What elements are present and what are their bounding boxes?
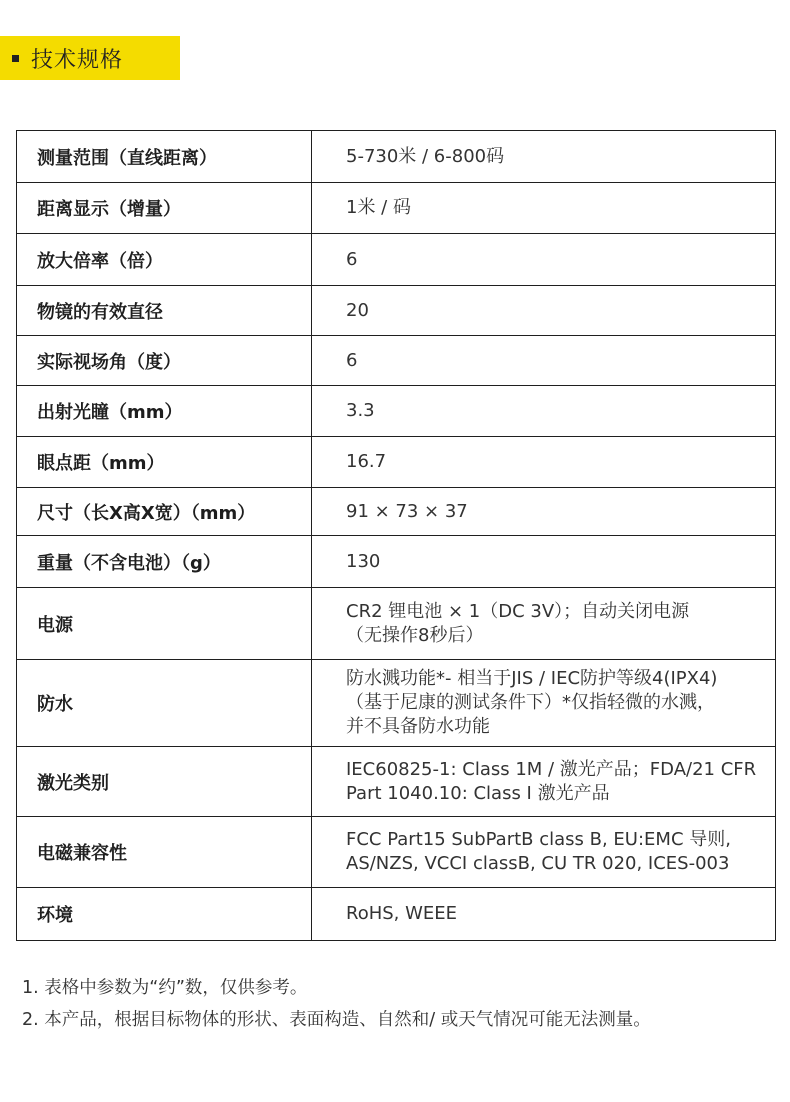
spec-value-line: CR2 锂电池 × 1（DC 3V）；自动关闭电源 xyxy=(346,600,690,622)
table-row xyxy=(17,888,776,941)
footnotes xyxy=(22,972,782,1036)
spec-value-line: 16.7 xyxy=(346,451,387,472)
spec-value xyxy=(312,817,776,888)
spec-value xyxy=(312,386,776,437)
spec-value-line: 6 xyxy=(346,248,358,270)
footnote-1: 1. 表格中参数为“约”数，仅供参考。 xyxy=(22,978,308,998)
footnote-2: 2. 本产品，根据目标物体的形状、表面构造、自然和/ 或天气情况可能无法测量。 xyxy=(22,1010,651,1030)
section-header xyxy=(0,36,180,80)
spec-label: 实际视场角（度） xyxy=(17,336,312,386)
spec-value-line: 20 xyxy=(346,299,369,321)
spec-value-line: Part 1040.10: Class I 激光产品 xyxy=(346,782,610,804)
table-row xyxy=(17,488,776,536)
spec-label: 物镜的有效直径 xyxy=(17,286,312,336)
table-row xyxy=(17,437,776,488)
spec-value xyxy=(312,234,776,286)
section-title: 技术规格 xyxy=(31,47,124,73)
spec-label: 放大倍率（倍） xyxy=(17,234,312,286)
spec-label: 距离显示（增量） xyxy=(17,183,312,234)
table-row xyxy=(17,660,776,747)
table-row xyxy=(17,336,776,386)
spec-value-line: 5-730米 / 6-800码 xyxy=(346,145,505,167)
spec-label: 环境 xyxy=(17,888,312,941)
spec-value xyxy=(312,536,776,588)
spec-value xyxy=(312,488,776,536)
table-row xyxy=(17,386,776,437)
spec-value-line: 130 xyxy=(346,550,381,572)
spec-label: 眼点距（mm） xyxy=(17,437,312,488)
table-row xyxy=(17,234,776,286)
spec-value-line: AS/NZS, VCCI classB, CU TR 020, ICES-003 xyxy=(346,853,730,874)
table-row xyxy=(17,131,776,183)
spec-value xyxy=(312,660,776,747)
spec-label: 尺寸（长X高X宽）（mm） xyxy=(17,488,312,536)
spec-value-line: FCC Part15 SubPartB class B, EU:EMC 导则, xyxy=(346,829,731,850)
spec-label: 出射光瞳（mm） xyxy=(17,386,312,437)
spec-value xyxy=(312,888,776,941)
spec-value-line: （基于尼康的测试条件下）*仅指轻微的水溅， xyxy=(346,692,715,713)
spec-value xyxy=(312,336,776,386)
spec-label: 测量范围（直线距离） xyxy=(17,131,312,183)
spec-value-line: 6 xyxy=(346,349,358,371)
spec-label: 防水 xyxy=(17,660,312,747)
spec-value xyxy=(312,286,776,336)
spec-label: 激光类别 xyxy=(17,747,312,817)
spec-value-line: IEC60825-1: Class 1M / 激光产品；FDA/21 CFR xyxy=(346,758,757,780)
spec-value-line: 1米 / 码 xyxy=(346,197,411,218)
spec-value-line: 防水溅功能*- 相当于JIS / IEC防护等级4(IPX4) xyxy=(346,668,718,689)
bullet-square-icon xyxy=(12,55,19,62)
table-row xyxy=(17,588,776,660)
table-row xyxy=(17,747,776,817)
table-row xyxy=(17,817,776,888)
spec-value xyxy=(312,131,776,183)
spec-value xyxy=(312,747,776,817)
spec-label: 电磁兼容性 xyxy=(17,817,312,888)
spec-value xyxy=(312,588,776,660)
table-row xyxy=(17,286,776,336)
table-row xyxy=(17,536,776,588)
spec-value xyxy=(312,437,776,488)
spec-value-line: RoHS, WEEE xyxy=(346,903,458,924)
spec-value-line: 3.3 xyxy=(346,400,375,421)
table-row xyxy=(17,183,776,234)
spec-label: 电源 xyxy=(17,588,312,660)
spec-table xyxy=(16,130,776,941)
spec-value-line: （无操作8秒后） xyxy=(346,624,484,646)
spec-value xyxy=(312,183,776,234)
spec-label: 重量（不含电池）（g） xyxy=(17,536,312,588)
spec-value-line: 并不具备防水功能 xyxy=(346,716,490,737)
spec-value-line: 91 × 73 × 37 xyxy=(346,500,468,522)
